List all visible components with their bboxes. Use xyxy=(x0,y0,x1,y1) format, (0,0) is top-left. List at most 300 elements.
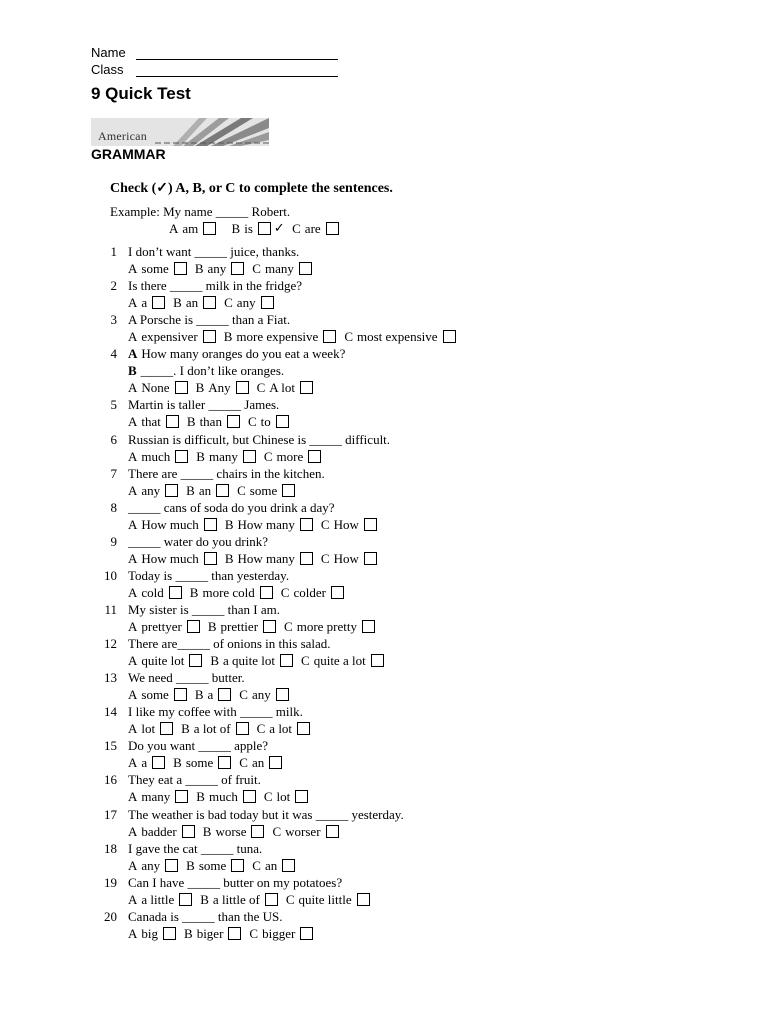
checkbox[interactable] xyxy=(165,859,178,872)
answer-option-c xyxy=(224,295,273,311)
option-letter: B xyxy=(223,329,233,345)
question-number: 7 xyxy=(110,465,117,481)
question-text: Do you want _____ apple? xyxy=(128,738,269,754)
answer-options xyxy=(128,858,303,874)
question-item xyxy=(0,807,768,841)
option-letter: C xyxy=(284,618,293,634)
option-letter: C xyxy=(224,295,233,311)
answer-option-b xyxy=(203,824,265,840)
option-text: worser xyxy=(285,823,321,839)
option-text: How much xyxy=(141,516,199,532)
checkbox[interactable] xyxy=(227,415,240,428)
checkbox[interactable] xyxy=(204,518,217,531)
option-text: some xyxy=(198,857,227,873)
question-text: My sister is _____ than I am. xyxy=(128,601,281,617)
dialog-text: How many oranges do you eat a week? xyxy=(141,346,346,362)
question-item xyxy=(0,704,768,738)
option-text: a xyxy=(207,687,214,703)
option-text: biger xyxy=(196,925,224,941)
question-number: 20 xyxy=(104,908,117,924)
option-letter: C xyxy=(292,221,301,236)
checkbox[interactable] xyxy=(243,450,256,463)
option-letter: B xyxy=(202,823,212,839)
answer-option-b xyxy=(208,619,276,635)
option-text: that xyxy=(141,414,161,430)
checkbox[interactable] xyxy=(189,654,202,667)
option-letter: A xyxy=(128,550,138,566)
option-letter: B xyxy=(200,891,209,907)
checkbox[interactable] xyxy=(203,296,216,309)
checkbox[interactable] xyxy=(187,620,200,633)
checkbox[interactable] xyxy=(231,262,244,275)
answer-option-c xyxy=(252,858,295,874)
dialog-line xyxy=(128,346,345,362)
option-text: a little xyxy=(141,891,175,907)
checkbox[interactable] xyxy=(174,262,187,275)
option-letter: B xyxy=(196,789,205,805)
question-text: They eat a _____ of fruit. xyxy=(128,772,261,788)
question-number: 16 xyxy=(104,772,117,788)
option-text: Any xyxy=(208,380,231,396)
checkbox[interactable] xyxy=(203,330,216,343)
question-text: Martin is taller _____ James. xyxy=(128,397,280,413)
question-item xyxy=(0,670,768,704)
answer-option-c xyxy=(264,789,308,805)
question-list xyxy=(0,244,768,943)
answer-option-c xyxy=(281,585,344,601)
option-letter: C xyxy=(252,857,261,873)
option-letter: A xyxy=(128,789,138,805)
option-text: How xyxy=(333,550,359,566)
option-text: any xyxy=(251,687,271,703)
option-text: cold xyxy=(141,584,164,600)
answer-option-c xyxy=(257,721,310,737)
option-letter: C xyxy=(256,721,266,737)
checkbox[interactable] xyxy=(282,484,295,497)
option-text: more xyxy=(276,448,304,464)
example-sentence: Example: My name _____ Robert. xyxy=(110,204,291,219)
question-item xyxy=(0,875,768,909)
option-text: a quite lot xyxy=(223,653,276,669)
class-input-line[interactable] xyxy=(136,76,338,77)
answer-option-c xyxy=(344,329,455,345)
option-text: a xyxy=(141,755,148,771)
question-number: 15 xyxy=(104,738,117,754)
checkbox[interactable] xyxy=(323,330,336,343)
question-number: 8 xyxy=(110,499,117,515)
option-text: How many xyxy=(237,516,295,532)
example-option-b xyxy=(231,220,285,237)
checkbox[interactable] xyxy=(280,654,293,667)
option-letter: B xyxy=(195,380,205,396)
option-letter: A xyxy=(128,721,138,737)
checkbox[interactable] xyxy=(364,518,377,531)
answer-options xyxy=(128,483,303,499)
question-item xyxy=(0,772,768,806)
option-text: How many xyxy=(237,550,295,566)
option-text: much xyxy=(208,789,238,805)
checkbox[interactable] xyxy=(218,756,231,769)
option-text: an xyxy=(251,755,265,771)
option-letter: C xyxy=(239,755,248,771)
question-number: 5 xyxy=(110,397,117,413)
question-item xyxy=(0,244,768,278)
option-letter: A xyxy=(128,925,138,941)
option-letter: C xyxy=(320,516,330,532)
option-text: lot xyxy=(141,721,156,737)
answer-option-b xyxy=(196,789,256,805)
checkbox[interactable] xyxy=(276,688,289,701)
option-text: any xyxy=(141,857,161,873)
answer-options xyxy=(128,329,464,345)
question-text: We need _____ butter. xyxy=(128,670,245,686)
answer-options xyxy=(128,721,318,737)
option-letter: B xyxy=(173,295,182,311)
class-field xyxy=(91,62,135,77)
answer-options xyxy=(128,789,316,805)
answer-options xyxy=(128,414,297,430)
option-text: colder xyxy=(293,584,326,600)
checkbox[interactable] xyxy=(203,222,216,235)
checkbox[interactable] xyxy=(297,722,310,735)
answer-option-a xyxy=(128,295,165,311)
checkbox[interactable] xyxy=(300,552,313,565)
option-letter: B xyxy=(194,261,204,276)
question-item xyxy=(0,636,768,670)
option-letter: A xyxy=(128,414,138,430)
option-text: more pretty xyxy=(296,618,357,634)
option-text: expensiver xyxy=(141,329,198,345)
answer-option-b xyxy=(224,329,337,345)
option-text: A lot xyxy=(269,380,295,396)
question-number: 18 xyxy=(104,840,117,856)
question-number: 9 xyxy=(110,533,117,549)
option-text: any xyxy=(141,482,161,498)
answer-option-c xyxy=(264,449,321,465)
name-label: Name xyxy=(91,45,126,60)
option-text: lot xyxy=(276,789,291,805)
checkbox[interactable] xyxy=(175,790,188,803)
option-text: am xyxy=(182,221,199,236)
checkbox[interactable] xyxy=(228,927,241,940)
option-text: an xyxy=(264,857,278,873)
checkbox[interactable] xyxy=(152,756,165,769)
option-text: a little of xyxy=(212,891,260,907)
checkbox[interactable] xyxy=(362,620,375,633)
answer-option-c xyxy=(237,483,295,499)
answer-options xyxy=(128,755,290,771)
checkbox[interactable] xyxy=(326,825,339,838)
checkbox[interactable] xyxy=(218,688,231,701)
answer-option-a xyxy=(128,858,178,874)
question-item xyxy=(0,500,768,534)
option-text: prettyer xyxy=(141,618,182,634)
answer-option-b xyxy=(200,892,278,908)
answer-option-b xyxy=(181,721,249,737)
option-letter: A xyxy=(128,261,138,276)
checkbox[interactable] xyxy=(216,484,229,497)
example-option-a xyxy=(169,221,216,237)
checkbox[interactable] xyxy=(260,586,273,599)
answer-option-c xyxy=(248,414,289,430)
option-text: many xyxy=(208,448,238,464)
answer-option-a xyxy=(128,789,188,805)
option-letter: C xyxy=(249,925,259,941)
option-letter: C xyxy=(239,687,248,703)
checkbox[interactable] xyxy=(300,927,313,940)
option-letter: A xyxy=(128,823,138,839)
answer-option-a xyxy=(128,329,216,345)
checkbox[interactable] xyxy=(231,859,244,872)
option-letter: B xyxy=(181,721,190,737)
answer-option-c xyxy=(286,892,370,908)
answer-option-a xyxy=(128,483,178,499)
option-text: some xyxy=(249,482,278,498)
option-letter: C xyxy=(237,482,246,498)
checkbox[interactable] xyxy=(236,722,249,735)
checkbox[interactable] xyxy=(175,450,188,463)
option-letter: B xyxy=(189,584,199,600)
dialog-line xyxy=(128,363,284,379)
answer-option-a xyxy=(128,449,188,465)
option-text: to xyxy=(260,414,271,430)
question-number: 3 xyxy=(110,312,117,328)
answer-option-b xyxy=(195,261,244,277)
option-text: are xyxy=(304,221,321,236)
option-text: worse xyxy=(215,823,247,839)
answer-option-c xyxy=(257,380,313,396)
question-text: Canada is _____ than the US. xyxy=(128,908,283,924)
name-input-line[interactable] xyxy=(136,59,338,60)
option-letter: A xyxy=(128,516,138,532)
question-item xyxy=(0,397,768,431)
question-text: Is there _____ milk in the fridge? xyxy=(128,278,303,294)
option-text: some xyxy=(141,261,169,276)
checkbox[interactable] xyxy=(152,296,165,309)
question-number: 10 xyxy=(104,567,117,583)
checkbox[interactable] xyxy=(308,450,321,463)
option-text: None xyxy=(141,380,170,396)
checkbox[interactable] xyxy=(243,790,256,803)
answer-option-c xyxy=(249,926,313,942)
answer-option-b xyxy=(196,449,256,465)
checkbox[interactable] xyxy=(166,415,179,428)
option-text: How xyxy=(333,516,359,532)
option-text: most expensive xyxy=(357,329,438,345)
answer-option-a xyxy=(128,721,173,737)
checkbox[interactable] xyxy=(443,330,456,343)
answer-option-c xyxy=(284,619,375,635)
option-letter: B xyxy=(224,550,234,566)
option-letter: A xyxy=(128,448,138,464)
option-text: more cold xyxy=(202,584,255,600)
option-text: than xyxy=(199,414,222,430)
question-text: A Porsche is _____ than a Fiat. xyxy=(128,312,291,328)
answer-option-a xyxy=(128,824,195,840)
checkbox[interactable] xyxy=(364,552,377,565)
question-number: 11 xyxy=(104,601,117,617)
answer-option-c xyxy=(321,517,377,533)
section-heading: GRAMMAR xyxy=(91,146,166,162)
checkbox[interactable] xyxy=(169,586,182,599)
dialog-speaker: A xyxy=(128,346,138,362)
option-text: quite a lot xyxy=(313,653,366,669)
answer-options xyxy=(128,926,321,942)
question-number: 4 xyxy=(110,346,117,362)
answer-option-a xyxy=(128,261,187,277)
question-number: 2 xyxy=(110,278,117,294)
checkbox[interactable] xyxy=(163,927,176,940)
option-text: an xyxy=(185,295,199,311)
option-letter: C xyxy=(301,653,310,669)
question-number: 12 xyxy=(104,636,117,652)
answer-options xyxy=(128,653,392,669)
question-text: Russian is difficult, but Chinese is _____ difficult. xyxy=(128,431,391,447)
answer-option-b xyxy=(184,926,241,942)
checkbox[interactable] xyxy=(295,790,308,803)
check-mark-icon: ✓ xyxy=(273,220,285,235)
answer-option-c xyxy=(239,687,288,703)
answer-options xyxy=(128,585,352,601)
answer-option-c xyxy=(239,755,282,771)
checkbox[interactable] xyxy=(276,415,289,428)
dialog-speaker: B xyxy=(128,363,137,379)
option-letter: A xyxy=(128,584,138,600)
option-letter: B xyxy=(196,448,205,464)
checkbox[interactable] xyxy=(261,296,274,309)
checkbox[interactable] xyxy=(331,586,344,599)
checkbox[interactable] xyxy=(300,518,313,531)
option-text: a xyxy=(141,295,148,311)
option-text: some xyxy=(185,755,214,771)
checkbox[interactable] xyxy=(263,620,276,633)
question-item xyxy=(0,312,768,346)
checkbox[interactable] xyxy=(357,893,370,906)
option-letter: C xyxy=(280,584,290,600)
question-item xyxy=(0,909,768,943)
option-letter: A xyxy=(128,687,138,703)
option-letter: C xyxy=(252,261,261,276)
option-letter: A xyxy=(128,380,138,396)
checkbox[interactable] xyxy=(182,825,195,838)
question-item xyxy=(0,602,768,636)
answer-option-b xyxy=(210,653,293,669)
option-letter: C xyxy=(263,448,273,464)
question-number: 19 xyxy=(104,874,117,890)
checkbox[interactable] xyxy=(371,654,384,667)
answer-option-a xyxy=(128,755,165,771)
option-letter: A xyxy=(128,482,138,498)
answer-option-a xyxy=(128,926,176,942)
option-text: big xyxy=(141,925,159,941)
checkbox[interactable] xyxy=(269,756,282,769)
question-text: There are_____ of onions in this salad. xyxy=(128,636,331,652)
question-item xyxy=(0,466,768,500)
answer-option-a xyxy=(128,892,192,908)
question-item xyxy=(0,432,768,466)
checkbox[interactable] xyxy=(236,381,249,394)
answer-option-b xyxy=(173,295,216,311)
checkbox[interactable] xyxy=(282,859,295,872)
answer-option-c xyxy=(272,824,338,840)
answer-option-b xyxy=(186,858,244,874)
option-letter: A xyxy=(128,857,138,873)
option-text: some xyxy=(141,687,169,703)
option-text: is xyxy=(244,221,253,236)
checkbox[interactable] xyxy=(179,893,192,906)
option-letter: C xyxy=(256,380,266,396)
answer-option-b xyxy=(195,687,231,703)
checkbox-checked[interactable] xyxy=(258,220,285,235)
question-item xyxy=(0,534,768,568)
option-text: much xyxy=(141,448,171,464)
option-letter: C xyxy=(320,550,330,566)
answer-options xyxy=(128,824,347,840)
option-letter: B xyxy=(207,618,217,634)
checkbox[interactable] xyxy=(265,893,278,906)
checkbox[interactable] xyxy=(160,722,173,735)
option-letter: B xyxy=(186,414,196,430)
answer-option-b xyxy=(196,380,249,396)
option-text: badder xyxy=(141,823,177,839)
option-letter: B xyxy=(186,857,195,873)
option-text: quite lot xyxy=(141,653,185,669)
option-text: many xyxy=(141,789,171,805)
question-text: _____ cans of soda do you drink a day? xyxy=(128,499,335,515)
page-title: 9 Quick Test xyxy=(91,84,191,103)
answer-option-a xyxy=(128,414,179,430)
option-letter: C xyxy=(272,823,282,839)
question-number: 1 xyxy=(110,244,117,259)
answer-option-a xyxy=(128,517,217,533)
option-letter: B xyxy=(224,516,234,532)
question-text: I like my coffee with _____ milk. xyxy=(128,704,303,720)
checkbox[interactable] xyxy=(204,552,217,565)
answer-option-b xyxy=(187,414,240,430)
checkbox[interactable] xyxy=(174,688,187,701)
checkbox[interactable] xyxy=(300,381,313,394)
answer-options xyxy=(128,380,321,396)
answer-option-b xyxy=(173,755,231,771)
answer-option-b xyxy=(225,551,313,567)
question-item xyxy=(0,568,768,602)
question-number: 6 xyxy=(110,431,117,447)
option-letter: A xyxy=(169,221,179,236)
answer-options xyxy=(128,892,378,908)
answer-option-a xyxy=(128,619,200,635)
question-item xyxy=(0,346,768,397)
checkbox[interactable] xyxy=(165,484,178,497)
option-text: How much xyxy=(141,550,199,566)
option-letter: B xyxy=(231,221,241,236)
option-text: any xyxy=(207,261,227,276)
option-letter: A xyxy=(128,755,138,771)
answer-options xyxy=(128,619,383,635)
answer-option-c xyxy=(252,261,312,277)
answer-options xyxy=(128,295,282,311)
question-text: There are _____ chairs in the kitchen. xyxy=(128,465,325,481)
checkbox[interactable] xyxy=(175,381,188,394)
checkbox[interactable] xyxy=(299,262,312,275)
question-text: I don’t want _____ juice, thanks. xyxy=(128,244,300,259)
option-text: bigger xyxy=(262,925,296,941)
checkbox[interactable] xyxy=(326,222,339,235)
question-item xyxy=(0,738,768,772)
checkbox[interactable] xyxy=(251,825,264,838)
option-letter: C xyxy=(263,789,273,805)
name-field xyxy=(91,45,135,60)
answer-options xyxy=(128,261,320,277)
